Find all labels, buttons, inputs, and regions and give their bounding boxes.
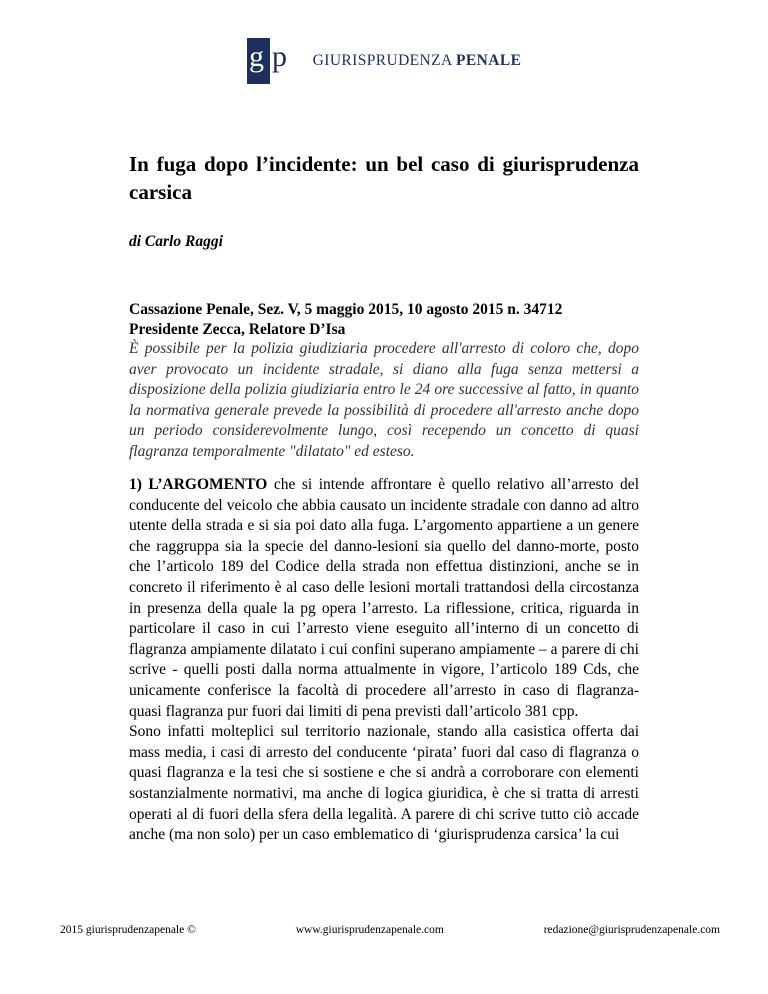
article-body (129, 475, 639, 846)
article-title: In fuga dopo l’incidente: un bel caso di giurisprudenza carsica (129, 152, 639, 204)
paragraph-1-text: che si intende affrontare è quello relativo all’arresto del conducente del veicolo che abbia causato un incidente stradale con danno ad altro utente della strada e si sia poi dato alla fuga. L’argomento appartiene a un genere che raggruppa sia la specie del danno-lesioni sia quello del danno-morte, posto che l’articolo 189 del Codice della strada non effettua distinzioni, anche se in concreto il riferimento è al caso delle lesioni mortali trattandosi della circostanza in presenza della quale la pg opera l’arresto. La riflessione, critica, riguarda in particolare il caso in cui l’arresto viene eseguito all’interno di un concetto di flagranza ampiamente dilatato i cui confini superano ampiamente – a parere di chi scrive - quelli posti dalla norma attualmente in vigore, l’articolo 189 Cds, che unicamente conferisce la facoltà di procedere all’arresto in caso di flagranza-quasi flagranza pur fuori dai limiti di pena previsti dall’articolo 381 cpp. (129, 476, 639, 720)
citation-line-1: Cassazione Penale, Sez. V, 5 maggio 2015, 10 agosto 2015 n. 34712 (129, 301, 563, 318)
citation-line-2: Presidente Zecca, Relatore D’Isa (129, 321, 346, 338)
giurisprudenza-penale-logo-icon (247, 38, 303, 84)
paragraph-1 (129, 475, 639, 722)
svg-text:g: g (248, 40, 264, 73)
footer-email: redazione@giurisprudenzapenale.com (543, 924, 720, 936)
page-header (0, 38, 768, 84)
article-author: di Carlo Raggi (129, 233, 223, 250)
paragraph-2: Sono infatti molteplici sul territorio nazionale, stando alla casistica offerta dai mass media, i casi di arresto del conducente ‘pirata’ fuori dal caso di flagranza o quasi flagranza e la tesi che si sostiene e che si andrà a corroborare con elementi sostanzialmente normativi, ma anche di logica giuridica, è che si tratta di arresti operati al di fuori della sfera della legalità. A parere di chi scrive tutto ciò accade anche (ma non solo) per un caso emblematico di ‘giurisprudenza carsica’ la cui (129, 723, 639, 844)
section-heading: 1) L’ARGOMENTO (129, 476, 268, 493)
article-abstract: È possibile per la polizia giudiziaria procedere all'arresto di coloro che, dopo aver provocato un incidente stradale, si diano alla fuga senza mettersi a disposizione della polizia giudiziaria entro le 24 ore successive al fatto, in quanto la normativa generale prevede la possibilità di procedere all'arresto anche dopo un periodo considerevolmente lungo, così recependo un concetto di quasi flagranza temporalmente "dilatato" ed esteso. (129, 340, 639, 460)
page-footer (60, 924, 720, 936)
brand-prefix: GIURISPRUDENZA (312, 52, 452, 69)
svg-text:p: p (271, 40, 287, 73)
brand-strong: PENALE (456, 52, 522, 69)
case-citation (129, 300, 562, 340)
footer-website: www.giurisprudenzapenale.com (295, 924, 444, 936)
brand-name (313, 52, 522, 70)
footer-copyright: 2015 giurisprudenzapenale © (60, 924, 196, 936)
